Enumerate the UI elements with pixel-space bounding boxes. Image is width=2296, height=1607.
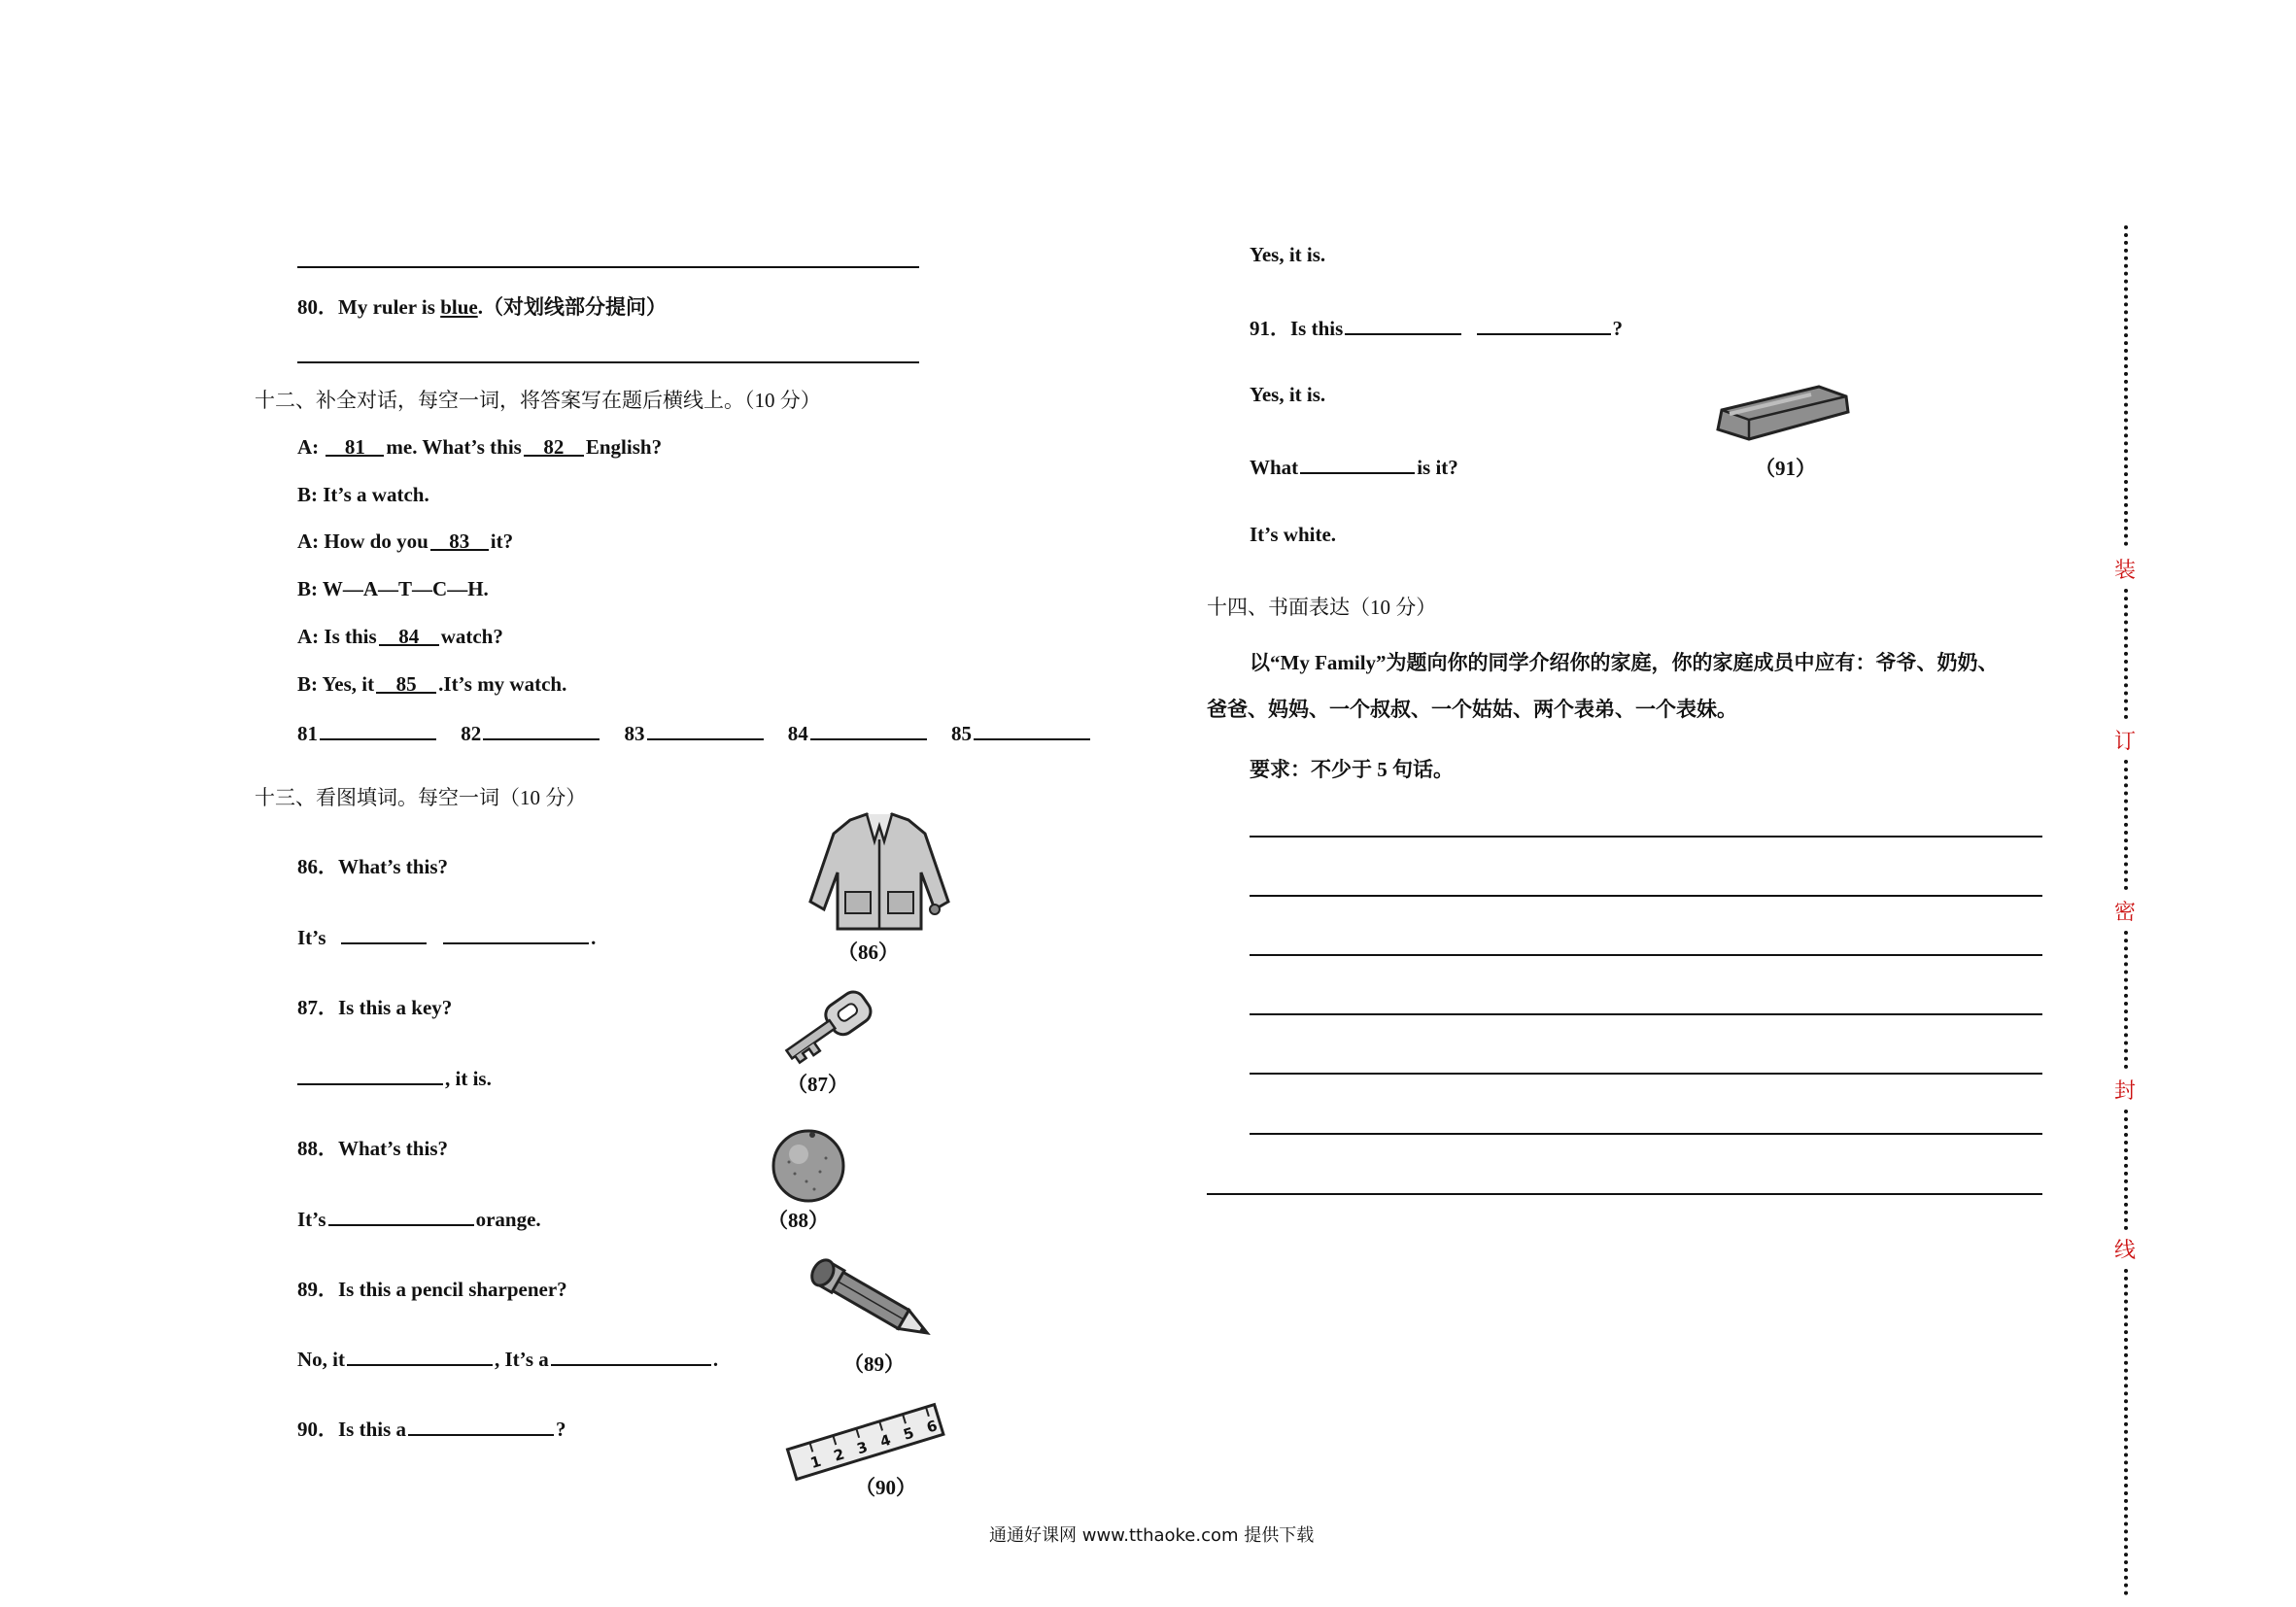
seal-char-zhuang: 装 bbox=[2114, 559, 2137, 583]
writing-prompt-line-1: 以“My Family”为题向你的同学介绍你的家庭，你的家庭成员中应有：爷爷、奶奶、 bbox=[1250, 651, 1999, 674]
key-icon bbox=[775, 989, 882, 1067]
ruler-digit: 5 bbox=[901, 1423, 916, 1444]
blank-91a[interactable] bbox=[1345, 314, 1461, 335]
seal-dotted-line bbox=[2124, 931, 2128, 1069]
ruler-digit: 2 bbox=[831, 1445, 847, 1465]
question-89: 89．Is this a pencil sharpener? bbox=[297, 1278, 567, 1301]
blank-89a[interactable] bbox=[347, 1345, 493, 1366]
dialog-line-6: B: Yes, it 85 .It’s my watch. bbox=[297, 672, 567, 696]
footer-credit: 通通好课网 www.tthaoke.com 提供下载 bbox=[989, 1525, 1315, 1546]
writing-line-4[interactable] bbox=[1250, 1013, 2042, 1015]
question-what: What is it? bbox=[1250, 453, 1458, 480]
ruler-digit: 1 bbox=[807, 1452, 824, 1473]
answer-yes-2: Yes, it is. bbox=[1250, 383, 1326, 406]
seal-dotted-line bbox=[2124, 589, 2128, 719]
seal-char-xian: 线 bbox=[2114, 1239, 2137, 1263]
writing-requirement: 要求：不少于 5 句话。 bbox=[1250, 758, 1454, 781]
answer-label-84: 84 bbox=[787, 722, 808, 745]
blank-88[interactable] bbox=[328, 1205, 474, 1226]
caption-88: （88） bbox=[768, 1209, 829, 1232]
dialog-line-5: A: Is this 84 watch? bbox=[297, 625, 503, 648]
answer-label-83: 83 bbox=[624, 722, 645, 745]
answer-row bbox=[297, 719, 1092, 746]
answer-white: It’s white. bbox=[1250, 523, 1337, 546]
blank-91b[interactable] bbox=[1477, 314, 1611, 335]
caption-91: （91） bbox=[1755, 457, 1816, 480]
writing-line-1[interactable] bbox=[1250, 836, 2042, 838]
seal-dotted-line bbox=[2124, 760, 2128, 890]
pencil-icon bbox=[812, 1265, 944, 1345]
question-90: 90．Is this a ? bbox=[297, 1414, 566, 1443]
blank-86b[interactable] bbox=[443, 923, 589, 944]
answer-blank-84[interactable] bbox=[810, 719, 927, 740]
answer-label-85: 85 bbox=[951, 722, 972, 745]
writing-line-6[interactable] bbox=[1250, 1133, 2042, 1135]
jacket-icon bbox=[806, 812, 952, 933]
question-80: 80．My ruler is blue.（对划线部分提问） bbox=[297, 295, 667, 319]
section-14-heading: 十四、书面表达（10 分） bbox=[1207, 596, 1437, 619]
seal-char-ding: 订 bbox=[2114, 730, 2137, 754]
answer-89: No, it , It’s a . bbox=[297, 1345, 718, 1372]
answer-88: It’s orange. bbox=[297, 1205, 541, 1232]
blank-81[interactable]: 81 bbox=[326, 435, 384, 457]
seal-dotted-line bbox=[2124, 225, 2128, 546]
caption-90: （90） bbox=[855, 1476, 916, 1499]
blank-87[interactable] bbox=[297, 1064, 443, 1085]
question-86: 86．What’s this? bbox=[297, 855, 448, 878]
eraser-icon bbox=[1710, 383, 1856, 451]
question-87: 87．Is this a key? bbox=[297, 996, 453, 1019]
question-88: 88．What’s this? bbox=[297, 1137, 448, 1160]
dialog-line-3: A: How do you 83 it? bbox=[297, 530, 514, 553]
caption-86: （86） bbox=[838, 940, 899, 964]
blank-91c[interactable] bbox=[1300, 453, 1415, 474]
seal-char-mi: 密 bbox=[2114, 901, 2137, 925]
dialog-line-1: A: 81 me. What’s this 82 English? bbox=[297, 435, 663, 459]
section-13-heading: 十三、看图填词。每空一词（10 分） bbox=[255, 786, 587, 809]
writing-line-5[interactable] bbox=[1250, 1073, 2042, 1075]
seal-char-feng: 封 bbox=[2114, 1079, 2137, 1104]
writing-line-2[interactable] bbox=[1250, 895, 2042, 897]
seal-dotted-line bbox=[2124, 1110, 2128, 1230]
answer-label-82: 82 bbox=[461, 722, 482, 745]
writing-line-3[interactable] bbox=[1250, 954, 2042, 956]
blank-89b[interactable] bbox=[551, 1345, 711, 1366]
ruler-digit: 6 bbox=[924, 1417, 940, 1437]
blank-86a[interactable] bbox=[341, 923, 427, 944]
answer-yes-1: Yes, it is. bbox=[1250, 243, 1326, 266]
seal-dotted-line bbox=[2124, 1269, 2128, 1595]
answer-line-79[interactable] bbox=[297, 266, 919, 268]
caption-87: （87） bbox=[787, 1073, 848, 1096]
ruler-digit: 3 bbox=[854, 1438, 871, 1458]
answer-blank-81[interactable] bbox=[320, 719, 436, 740]
blank-83[interactable]: 83 bbox=[430, 530, 489, 551]
ruler-icon bbox=[783, 1409, 948, 1477]
blank-82[interactable]: 82 bbox=[524, 435, 584, 457]
writing-line-7[interactable] bbox=[1207, 1193, 2042, 1195]
dialog-line-2: B: It’s a watch. bbox=[297, 483, 429, 506]
blank-84[interactable]: 84 bbox=[379, 625, 439, 646]
answer-86: It’s . bbox=[297, 923, 596, 950]
orange-icon bbox=[768, 1125, 849, 1203]
ruler-digit: 4 bbox=[877, 1430, 893, 1452]
question-91: 91．Is this ? bbox=[1250, 313, 1623, 342]
writing-prompt-line-2: 爸爸、妈妈、一个叔叔、一个姑姑、两个表弟、一个表妹。 bbox=[1207, 698, 1737, 721]
answer-label-81: 81 bbox=[297, 722, 318, 745]
blank-90[interactable] bbox=[408, 1415, 554, 1436]
underlined-word: blue bbox=[440, 295, 478, 319]
answer-87: , it is. bbox=[297, 1064, 492, 1091]
section-12-heading: 十二、补全对话，每空一词，将答案写在题后横线上。（10 分） bbox=[255, 389, 821, 412]
blank-85[interactable]: 85 bbox=[376, 672, 436, 694]
answer-blank-83[interactable] bbox=[647, 719, 764, 740]
dialog-line-4: B: W—A—T—C—H. bbox=[297, 577, 489, 600]
answer-blank-82[interactable] bbox=[483, 719, 600, 740]
answer-blank-85[interactable] bbox=[974, 719, 1090, 740]
answer-line-80[interactable] bbox=[297, 361, 919, 363]
caption-89: （89） bbox=[843, 1352, 905, 1376]
